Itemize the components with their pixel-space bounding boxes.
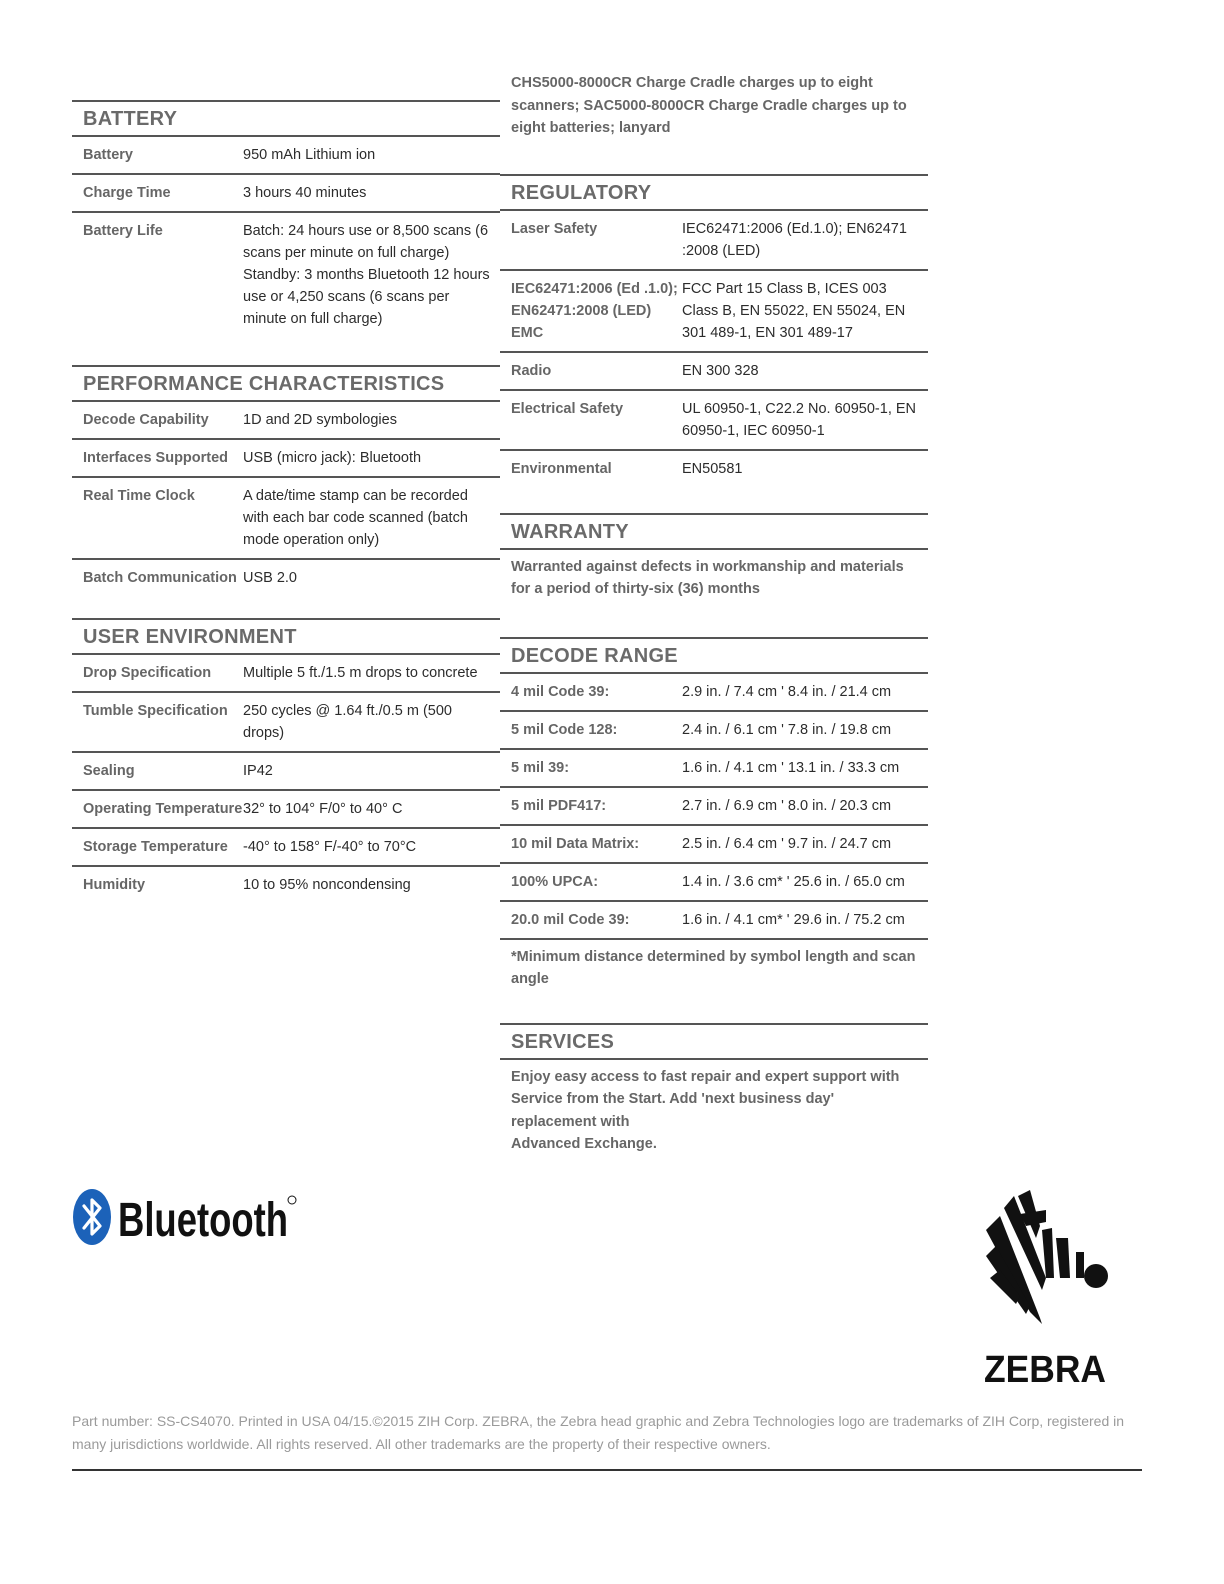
right-column	[500, 72, 928, 1166]
row-value: 3 hours 40 minutes	[243, 185, 367, 201]
row-label: 4 mil Code 39:	[511, 683, 610, 700]
row-label: Operating Temperature	[83, 801, 243, 817]
battery-heading: BATTERY	[72, 100, 500, 137]
battery-table	[72, 137, 500, 337]
row-value: 2.9 in. / 7.4 cm ' 8.4 in. / 21.4 cm	[682, 683, 892, 700]
warranty-heading: WARRANTY	[500, 513, 928, 550]
table-row	[72, 867, 500, 903]
row-label: Laser Safety	[511, 220, 598, 237]
row-value: -40° to 158° F/-40° to 70°C	[243, 839, 417, 855]
row-label: Batch Communication	[83, 570, 237, 586]
table-row	[72, 560, 500, 596]
user-environment-heading: USER ENVIRONMENT	[72, 618, 500, 655]
row-label: Real Time Clock	[83, 488, 195, 504]
table-row	[72, 440, 500, 478]
row-value: 950 mAh Lithium ion	[243, 147, 376, 163]
row-value: 1.6 in. / 4.1 cm ' 13.1 in. / 33.3 cm	[682, 759, 900, 776]
row-value: USB (micro jack): Bluetooth	[243, 450, 422, 466]
row-value: 2.7 in. / 6.9 cm ' 8.0 in. / 20.3 cm	[682, 797, 892, 814]
row-label: Interfaces Supported	[83, 450, 229, 466]
footer-legal-text: Part number: SS-CS4070. Printed in USA 04/15.©2015 ZIH Corp. ZEBRA, the Zebra head graphic and Zebra Technologies logo are trademarks of ZIH Corp, registered in many jurisdictions worldwide. All rights reserved. All other trademarks are the property of their respective owners.	[72, 1413, 1125, 1452]
table-row	[500, 353, 928, 391]
row-value: UL 60950-1, C22.2 No. 60950-1, EN 60950-1, IEC 60950-1	[682, 400, 917, 439]
row-value: 250 cycles @ 1.64 ft./0.5 m (500 drops)	[243, 703, 452, 741]
row-value: 32° to 104° F/0° to 40° C	[243, 801, 403, 817]
zebra-logo	[980, 1186, 1110, 1391]
table-row	[72, 791, 500, 829]
row-label: 10 mil Data Matrix:	[511, 835, 640, 852]
footer-divider	[72, 1469, 1142, 1471]
table-row	[500, 864, 928, 902]
regulatory-table	[500, 211, 928, 487]
row-value: EN50581	[682, 460, 743, 477]
table-row	[72, 753, 500, 791]
row-value: 1D and 2D symbologies	[243, 412, 397, 428]
row-label: 20.0 mil Code 39:	[511, 911, 630, 928]
services-text: Enjoy easy access to fast repair and expert support with Service from the Start. Add 'next business day' replacement with Advanced Exchange.	[511, 1068, 900, 1152]
table-row	[500, 712, 928, 750]
regulatory-heading: REGULATORY	[500, 174, 928, 211]
table-row	[72, 478, 500, 560]
table-row	[500, 826, 928, 864]
row-value: Batch: 24 hours use or 8,500 scans (6 scans per minute on full charge) Standby: 3 months Bluetooth 12 hours use or 4,250 scans (6 scans per minute on full charge)	[243, 223, 490, 327]
accessories-text: CHS5000-8000CR Charge Cradle charges up to eight scanners; SAC5000-8000CR Charge Cradle charges up to eight batteries; lanyard	[511, 75, 907, 136]
row-label: 5 mil Code 128:	[511, 721, 618, 738]
row-label: Charge Time	[83, 185, 171, 201]
decode-range-note: *Minimum distance determined by symbol length and scan angle	[511, 948, 916, 987]
row-label: IEC62471:2006 (Ed .1.0); EN62471:2008 (LED) EMC	[511, 280, 678, 341]
row-label: Battery	[83, 147, 133, 163]
row-label: Tumble Specification	[83, 703, 228, 719]
row-label: 5 mil PDF417:	[511, 797, 607, 814]
row-value: Multiple 5 ft./1.5 m drops to concrete	[243, 665, 478, 681]
table-row	[72, 655, 500, 693]
table-row	[500, 750, 928, 788]
row-label: Drop Specification	[83, 665, 212, 681]
row-label: 5 mil 39:	[511, 759, 570, 776]
table-row	[500, 211, 928, 271]
zebra-wordmark: ZEBRA	[984, 1349, 1106, 1391]
table-row	[500, 788, 928, 826]
row-value: USB 2.0	[243, 570, 297, 586]
row-value: 1.6 in. / 4.1 cm* ' 29.6 in. / 75.2 cm	[682, 911, 905, 928]
table-row	[72, 213, 500, 337]
table-row	[72, 137, 500, 175]
bluetooth-icon	[72, 1188, 302, 1248]
bluetooth-logo	[72, 1188, 302, 1248]
row-value: 1.4 in. / 3.6 cm* ' 25.6 in. / 65.0 cm	[682, 873, 905, 890]
row-value: IEC62471:2006 (Ed.1.0); EN62471 :2008 (LED)	[682, 220, 907, 259]
row-label: Battery Life	[83, 223, 163, 239]
row-label: Decode Capability	[83, 412, 209, 428]
row-value: IP42	[243, 763, 273, 779]
row-value: EN 300 328	[682, 362, 759, 379]
row-label: Environmental	[511, 460, 612, 477]
services-heading: SERVICES	[500, 1023, 928, 1060]
row-value: 2.4 in. / 6.1 cm ' 7.8 in. / 19.8 cm	[682, 721, 892, 738]
row-value: FCC Part 15 Class B, ICES 003 Class B, EN 55022, EN 55024, EN 301 489-1, EN 301 489-17	[682, 280, 906, 341]
row-label: 100% UPCA:	[511, 873, 599, 890]
row-label: Sealing	[83, 763, 135, 779]
table-row	[500, 391, 928, 451]
decode-range-table	[500, 674, 928, 940]
decode-range-heading: DECODE RANGE	[500, 637, 928, 674]
left-column	[72, 100, 500, 903]
warranty-text: Warranted against defects in workmanship and materials for a period of thirty-six (36) months	[511, 558, 904, 597]
row-label: Storage Temperature	[83, 839, 228, 855]
table-row	[500, 451, 928, 487]
row-label: Radio	[511, 362, 552, 379]
row-label: Humidity	[83, 877, 146, 893]
user-environment-table	[72, 655, 500, 903]
table-row	[72, 175, 500, 213]
table-row	[500, 271, 928, 353]
performance-table	[72, 402, 500, 596]
row-label: Electrical Safety	[511, 400, 624, 417]
row-value: 2.5 in. / 6.4 cm ' 9.7 in. / 24.7 cm	[682, 835, 892, 852]
zebra-head-icon	[980, 1186, 1110, 1391]
table-row	[500, 674, 928, 712]
performance-heading: PERFORMANCE CHARACTERISTICS	[72, 365, 500, 402]
row-value: A date/time stamp can be recorded with each bar code scanned (batch mode operation only)	[243, 488, 468, 548]
table-row	[72, 693, 500, 753]
table-row	[500, 902, 928, 940]
bluetooth-wordmark: Bluetooth	[118, 1194, 288, 1247]
table-row	[72, 402, 500, 440]
table-row	[72, 829, 500, 867]
row-value: 10 to 95% noncondensing	[243, 877, 411, 893]
